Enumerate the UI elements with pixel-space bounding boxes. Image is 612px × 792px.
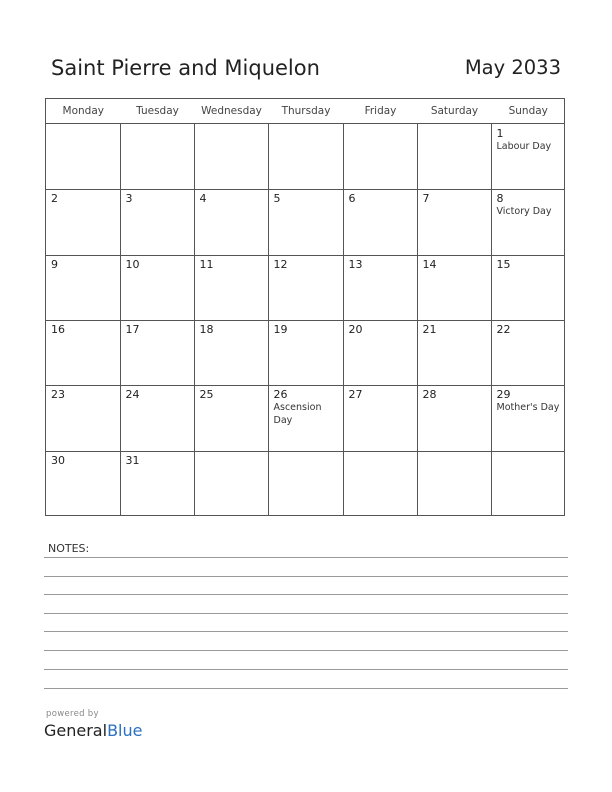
day-cell xyxy=(46,124,121,189)
notes-line xyxy=(44,594,568,595)
day-cell xyxy=(121,124,195,189)
day-number: 16 xyxy=(51,323,65,336)
day-number: 29 xyxy=(496,388,511,401)
day-cell xyxy=(121,385,195,451)
day-number: 20 xyxy=(348,323,363,336)
day-number: 25 xyxy=(199,388,214,401)
notes-line xyxy=(44,631,568,632)
day-cell xyxy=(46,385,121,451)
holiday-label: Ascension Day xyxy=(273,402,322,426)
weekday-header-tuesday: Tuesday xyxy=(136,105,179,117)
day-number: 15 xyxy=(496,258,511,271)
calendar-grid xyxy=(45,98,565,516)
powered-by-text: powered by xyxy=(46,709,99,719)
brand-general-text: General xyxy=(44,721,108,740)
day-cell xyxy=(418,451,492,517)
calendar-title: Saint Pierre and Miquelon xyxy=(51,56,320,80)
day-cell xyxy=(121,320,195,385)
notes-line xyxy=(44,557,568,558)
notes-line xyxy=(44,650,568,651)
day-number: 14 xyxy=(422,258,437,271)
day-cell xyxy=(46,255,121,320)
notes-line xyxy=(44,669,568,670)
day-cell xyxy=(46,451,121,517)
day-number: 3 xyxy=(125,192,133,205)
day-cell xyxy=(121,255,195,320)
day-number: 23 xyxy=(51,388,65,401)
day-number: 24 xyxy=(125,388,140,401)
day-cell xyxy=(195,189,269,255)
day-number: 8 xyxy=(496,192,504,205)
day-cell xyxy=(418,124,492,189)
day-cell xyxy=(195,255,269,320)
day-cell xyxy=(418,385,492,451)
day-cell xyxy=(492,320,566,385)
weekday-header-wednesday: Wednesday xyxy=(201,105,262,117)
day-cell xyxy=(344,189,418,255)
day-cell xyxy=(492,255,566,320)
day-cell xyxy=(492,385,566,451)
day-number: 9 xyxy=(51,258,58,271)
day-cell xyxy=(46,189,121,255)
day-cell xyxy=(418,189,492,255)
day-number: 11 xyxy=(199,258,214,271)
day-number: 5 xyxy=(273,192,281,205)
calendar-month: May 2033 xyxy=(464,56,561,79)
day-number: 28 xyxy=(422,388,437,401)
day-number: 31 xyxy=(125,454,140,467)
day-cell xyxy=(195,320,269,385)
day-cell xyxy=(195,385,269,451)
day-cell xyxy=(344,255,418,320)
day-cell xyxy=(269,255,344,320)
day-number: 27 xyxy=(348,388,363,401)
day-number: 17 xyxy=(125,323,140,336)
day-cell xyxy=(269,320,344,385)
holiday-label: Victory Day xyxy=(496,206,552,217)
notes-line xyxy=(44,688,568,689)
day-cell xyxy=(121,451,195,517)
day-cell xyxy=(269,189,344,255)
day-number: 6 xyxy=(348,192,356,205)
day-number: 12 xyxy=(273,258,288,271)
notes-line xyxy=(44,613,568,614)
day-number: 13 xyxy=(348,258,363,271)
weekday-header-thursday: Thursday xyxy=(281,105,331,117)
day-cell xyxy=(269,124,344,189)
day-cell xyxy=(492,451,566,517)
day-cell xyxy=(269,385,344,451)
brand-blue-text: Blue xyxy=(107,721,143,740)
day-cell xyxy=(418,255,492,320)
day-cell xyxy=(418,320,492,385)
day-number: 10 xyxy=(125,258,140,271)
day-number: 1 xyxy=(496,127,504,140)
day-cell xyxy=(344,320,418,385)
day-cell xyxy=(344,385,418,451)
day-cell xyxy=(344,451,418,517)
day-number: 18 xyxy=(199,323,214,336)
day-number: 19 xyxy=(273,323,288,336)
day-number: 30 xyxy=(51,454,65,467)
holiday-label: Mother's Day xyxy=(496,402,560,413)
weekday-header-sunday: Sunday xyxy=(508,105,548,117)
notes-line xyxy=(44,576,568,577)
day-number: 22 xyxy=(496,323,511,336)
weekday-header-row xyxy=(46,99,564,124)
day-cell xyxy=(195,124,269,189)
weekday-header-monday: Monday xyxy=(62,105,104,117)
day-number: 4 xyxy=(199,192,207,205)
brand-logo xyxy=(44,721,142,740)
weekday-header-saturday: Saturday xyxy=(430,105,479,117)
holiday-label: Labour Day xyxy=(496,141,552,152)
day-cell xyxy=(46,320,121,385)
day-cell xyxy=(195,451,269,517)
notes-label: NOTES: xyxy=(48,542,90,555)
weekday-header-friday: Friday xyxy=(364,105,397,117)
day-cell xyxy=(492,189,566,255)
day-number: 7 xyxy=(422,192,430,205)
day-number: 21 xyxy=(422,323,437,336)
day-cell xyxy=(269,451,344,517)
day-number: 26 xyxy=(273,388,288,401)
day-cell xyxy=(121,189,195,255)
day-number: 2 xyxy=(51,192,58,205)
day-cell xyxy=(344,124,418,189)
day-cell xyxy=(492,124,566,189)
